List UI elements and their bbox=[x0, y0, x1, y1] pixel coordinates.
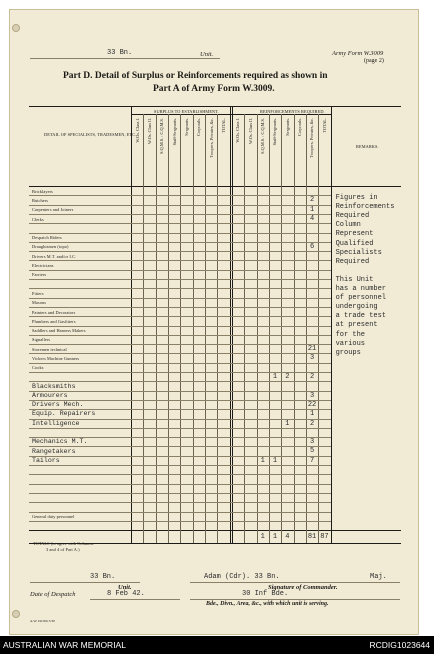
table-top-border bbox=[29, 106, 401, 107]
trade-label: Painters and Decorators bbox=[32, 309, 76, 315]
despatch-label: Date of Despatch bbox=[30, 591, 76, 598]
column-divider bbox=[180, 114, 181, 543]
reinforcement-cell: 1 bbox=[309, 205, 315, 214]
reinforcement-cell: 3 bbox=[309, 354, 315, 363]
formation-line bbox=[190, 599, 400, 600]
total-cell: 1 bbox=[260, 533, 265, 542]
trade-label: Rangetakers bbox=[32, 447, 76, 455]
header-bottom-border bbox=[29, 186, 401, 187]
remarks-line: various bbox=[335, 339, 365, 348]
remarks-line: Qualified bbox=[335, 239, 374, 248]
reinforcement-cell: 1 bbox=[272, 456, 278, 465]
total-cell: 4 bbox=[285, 533, 290, 542]
trade-label: Plumbers and Gasfitters bbox=[32, 318, 76, 324]
row-rule bbox=[29, 353, 331, 354]
reinforcement-cell: 7 bbox=[309, 456, 315, 465]
punch-hole bbox=[12, 24, 20, 32]
remarks-line: at present bbox=[335, 321, 378, 330]
row-rule bbox=[29, 363, 331, 364]
printer-note: A.W. Dd 8th 5/30 bbox=[30, 619, 55, 623]
row-rule bbox=[29, 456, 331, 457]
row-rule bbox=[29, 251, 331, 252]
surplus-column-header: W.Os. Class I. bbox=[134, 118, 140, 143]
surplus-column-header: Troopers, Privates, &c. bbox=[208, 118, 214, 158]
form-title-line1: Part D. Detail of Surplus or Reinforcements required as shown in bbox=[63, 71, 328, 81]
form-name: Army Form W.3009 bbox=[332, 50, 384, 57]
remarks-line: of personnel bbox=[335, 294, 387, 303]
totals-bottom-border bbox=[29, 543, 401, 544]
surplus-column-header: Staff-Sergeants. bbox=[171, 118, 177, 146]
trade-label: Cooks bbox=[32, 365, 44, 371]
reinforcement-cell: 1 bbox=[285, 419, 290, 428]
trade-label: Drivers M.T. and/or I.C. bbox=[32, 253, 77, 259]
reinforcement-cell: 2 bbox=[309, 196, 315, 205]
reinforcement-column-header: Corporals. bbox=[297, 118, 303, 137]
column-divider bbox=[269, 114, 270, 543]
reinforcement-cell: 3 bbox=[309, 391, 315, 400]
row-rule bbox=[29, 344, 331, 345]
reinforcement-cell: 2 bbox=[309, 419, 315, 428]
trade-label: Mechanics M.T. bbox=[32, 438, 88, 446]
reinforcement-column-header: W.Os. Class I. bbox=[235, 118, 241, 143]
column-divider bbox=[244, 114, 245, 543]
despatch-value: 8 Feb 42. bbox=[107, 590, 145, 598]
column-divider bbox=[318, 114, 319, 543]
formation-label: Bde., Divn., Area, &c., with which unit is serving. bbox=[206, 601, 329, 607]
remarks-line: Column bbox=[335, 221, 361, 230]
remarks-line: for the bbox=[335, 330, 365, 339]
remarks-line: Required bbox=[335, 212, 370, 221]
row-rule bbox=[29, 279, 331, 280]
document-page bbox=[9, 9, 419, 635]
row-rule bbox=[29, 316, 331, 317]
unit-label: Unit. bbox=[200, 51, 214, 58]
trade-label: Storemen technical bbox=[32, 346, 67, 352]
row-rule bbox=[29, 391, 331, 392]
row-rule bbox=[29, 326, 331, 327]
reinforcement-cell: 2 bbox=[309, 373, 315, 381]
surplus-header: SURPLUS TO ESTABLISHMENT. bbox=[154, 109, 219, 114]
reinforcement-cell: 1 bbox=[272, 373, 278, 381]
reinforcement-cell: 22 bbox=[307, 400, 317, 409]
reinforcement-cell: 5 bbox=[309, 447, 315, 456]
remarks-line: Specialists bbox=[335, 248, 382, 257]
signature-label: Signature of Commander. bbox=[268, 584, 338, 591]
trade-label: Electricians bbox=[32, 263, 54, 268]
footer-unit-line bbox=[30, 582, 140, 583]
trade-label: Signallers bbox=[32, 337, 51, 343]
body-bottom-border bbox=[29, 530, 401, 531]
reinforcement-column-header: Sergeants. bbox=[284, 118, 290, 136]
reinforcements-header: REINFORCEMENTS REQUIRED. bbox=[260, 109, 325, 114]
formation-value: 30 Inf Bde. bbox=[242, 590, 289, 598]
reinforcement-cell: 3 bbox=[309, 438, 315, 447]
surplus-column-header: S.Q.M.S. : C.Q.M.S. bbox=[159, 118, 165, 154]
column-divider bbox=[205, 114, 206, 543]
rank-value: Maj. bbox=[370, 573, 387, 581]
trade-label: General duty personnel bbox=[32, 514, 75, 520]
trade-label: Farriers bbox=[32, 272, 47, 278]
group-header-border bbox=[131, 114, 331, 115]
column-divider bbox=[217, 114, 218, 543]
total-cell: 81 bbox=[307, 533, 317, 542]
totals-label-1: TOTALS (to agree with Columns bbox=[33, 541, 94, 546]
trade-label: Drivers Mech. bbox=[32, 401, 84, 409]
reinforcement-column-header: W.Os. Class II. bbox=[247, 118, 253, 144]
row-rule bbox=[29, 288, 331, 289]
reinforcement-cell: 4 bbox=[309, 214, 315, 223]
trade-label: Blacksmiths bbox=[32, 382, 76, 390]
row-rule bbox=[29, 205, 331, 206]
column-divider bbox=[156, 114, 157, 543]
unit-line bbox=[30, 58, 220, 59]
trade-label: Masons bbox=[32, 300, 46, 306]
row-rule bbox=[29, 335, 331, 336]
row-rule bbox=[29, 502, 331, 503]
remarks-header: REMARKS. bbox=[356, 144, 379, 149]
reinforcement-cell: 2 bbox=[285, 373, 290, 381]
reinforcement-column-header: TOTAL. bbox=[321, 118, 327, 133]
detail-header: DETAIL OF SPECIALISTS, TRADESMEN, ETC. bbox=[44, 132, 137, 137]
reinforcement-column-header: S.Q.M.S. : C.Q.M.S. bbox=[260, 118, 265, 154]
reinforcement-column-header: Troopers, Privates, &c. bbox=[309, 118, 315, 158]
remarks-line: has a number bbox=[335, 285, 387, 293]
despatch-line bbox=[90, 599, 180, 600]
remarks-line: Figures in bbox=[335, 194, 378, 202]
remarks-line: This Unit bbox=[335, 275, 374, 284]
trade-label: Intelligence bbox=[32, 419, 80, 427]
column-divider bbox=[143, 114, 144, 543]
reinforcement-cell: 6 bbox=[309, 242, 315, 251]
row-rule bbox=[29, 512, 331, 513]
archive-name: AUSTRALIAN WAR MEMORIAL bbox=[3, 640, 126, 650]
row-rule bbox=[29, 242, 331, 243]
row-rule bbox=[29, 195, 331, 196]
footer-unit-value: 33 Bn. bbox=[90, 573, 116, 581]
unit-value: 33 Bn. bbox=[107, 49, 133, 57]
remarks-column-border bbox=[331, 106, 332, 543]
reinforcement-cell: 1 bbox=[260, 456, 265, 465]
surplus-column-header: Corporals. bbox=[196, 118, 202, 137]
row-rule bbox=[29, 260, 331, 261]
row-rule bbox=[29, 223, 331, 224]
remarks-line: Reinforcements bbox=[335, 203, 395, 212]
reinforcement-cell: 21 bbox=[307, 345, 317, 354]
column-divider bbox=[281, 114, 282, 543]
column-divider bbox=[193, 114, 194, 543]
row-rule bbox=[29, 298, 331, 299]
row-rule bbox=[29, 493, 331, 494]
row-rule bbox=[29, 307, 331, 308]
column-divider bbox=[294, 114, 295, 543]
remarks-line: a trade test bbox=[335, 312, 387, 321]
footer-unit-label: Unit. bbox=[118, 584, 132, 591]
trade-label: Armourers bbox=[32, 391, 68, 399]
row-rule bbox=[29, 214, 331, 215]
trade-label: Saddlers and Harness Makers bbox=[32, 328, 86, 334]
trade-label: Clerks bbox=[32, 216, 44, 222]
trade-label: Equip. Repairers bbox=[32, 410, 96, 418]
signature-value: Adam (Cdr). 33 Bn. bbox=[204, 573, 280, 581]
trade-label: Butchers bbox=[32, 197, 49, 203]
remarks-line: Required bbox=[335, 257, 370, 266]
archive-credit-bar bbox=[0, 636, 434, 654]
totals-label-2: 3 and 4 of Part A.) bbox=[46, 547, 80, 552]
column-divider bbox=[257, 114, 258, 543]
surplus-column-header: Sergeants. bbox=[183, 118, 189, 136]
page-note: (page 2) bbox=[364, 58, 384, 64]
row-rule bbox=[29, 474, 331, 475]
remarks-line: Represent bbox=[335, 230, 374, 239]
trade-label: Carpenters and Joiners bbox=[32, 207, 74, 213]
total-cell: 87 bbox=[320, 533, 329, 542]
remarks-line: groups bbox=[335, 348, 361, 357]
trade-label: Tailors bbox=[32, 456, 60, 464]
row-rule bbox=[29, 484, 331, 485]
row-rule bbox=[29, 428, 331, 429]
row-rule bbox=[29, 233, 331, 234]
column-divider bbox=[306, 114, 307, 543]
trade-label: Fitters bbox=[32, 290, 44, 296]
punch-hole bbox=[12, 610, 20, 618]
trade-label: Draughtsmen (topo) bbox=[32, 244, 69, 250]
surplus-column-header: W.Os. Class II. bbox=[146, 118, 152, 144]
form-title-line2: Part A of Army Form W.3009. bbox=[153, 84, 275, 94]
reinforcement-column-header: Staff-Sergeants. bbox=[272, 118, 278, 146]
surplus-column-header: TOTAL. bbox=[220, 118, 226, 133]
row-rule bbox=[29, 465, 331, 466]
record-id: RCDIG1023644 bbox=[369, 640, 430, 650]
signature-line bbox=[190, 582, 400, 583]
trade-label: Bricklayers bbox=[32, 188, 53, 194]
total-cell: 1 bbox=[272, 533, 278, 542]
column-divider bbox=[168, 114, 169, 543]
remarks-line: undergoing bbox=[335, 303, 378, 312]
row-rule bbox=[29, 521, 331, 522]
trade-label: Despatch Riders bbox=[32, 235, 62, 241]
trade-label: Vickers Machine Gunners bbox=[32, 356, 80, 361]
row-rule bbox=[29, 270, 331, 271]
reinforcement-cell: 1 bbox=[309, 410, 315, 419]
